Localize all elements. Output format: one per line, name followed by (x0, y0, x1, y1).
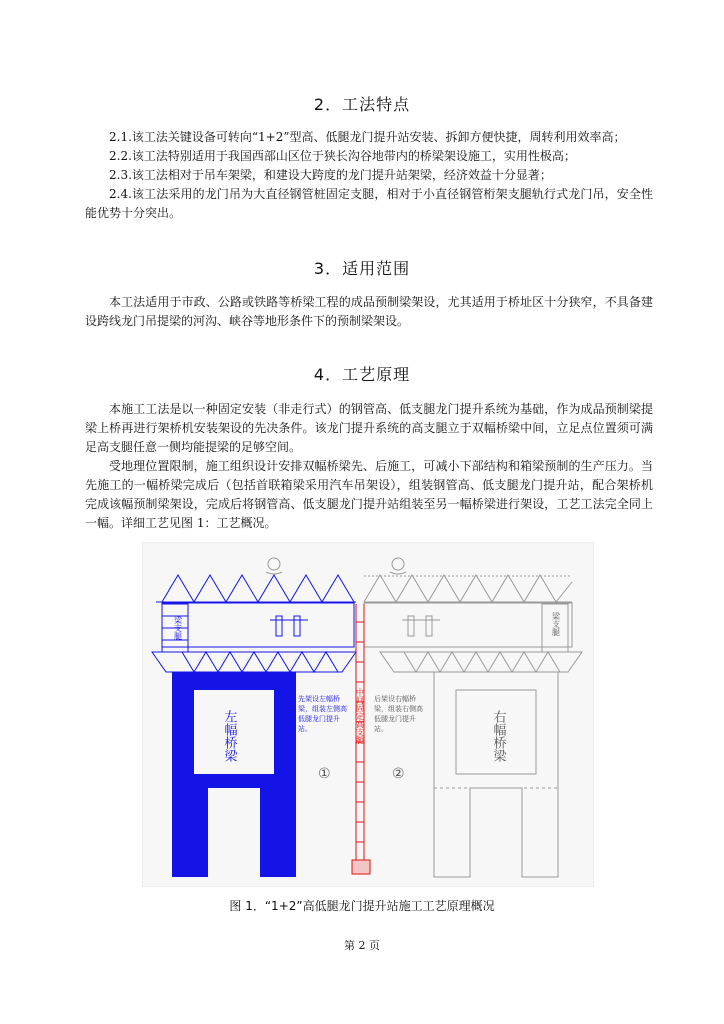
step-1-text-box (298, 694, 352, 758)
step-2-text: 后架设右幅桥梁，组装右侧高低腿龙门提升站。 (374, 695, 423, 733)
section-heading-4: 4．工艺原理 (313, 365, 411, 384)
figure-caption: 图 1．“1+2”高低腿龙门提升站施工工艺原理概况 (229, 899, 495, 913)
paragraph: 2.1.该工法关键设备可转向“1+2”型高、低腿龙门提升站安装、拆卸方便快捷，周转利用效率高； (109, 130, 626, 144)
step-1-text: 先架设左幅桥梁，组装左侧高低腿龙门提升站。 (298, 695, 347, 733)
section-heading-3: 3．适用范围 (313, 259, 411, 278)
section-2-body (85, 128, 653, 223)
step-2-number: ② (392, 766, 405, 782)
paragraph: 2.2.该工法特别适用于我国西部山区位于狭长沟谷地带内的桥梁架设施工，实用性极高； (109, 149, 576, 163)
middle-leg-label: 中间固定高支腿 (355, 688, 365, 744)
step-1-number: ① (318, 766, 331, 782)
paragraph: 受地理位置限制，施工组织设计安排双幅桥梁先、后施工，可减小下部结构和箱梁预制的生产压力。当先施工的一幅桥梁完成后（包括首联箱梁采用汽车吊架设），组装钢管高、低支腿龙门提升站，配合架桥机完成该幅预制梁架设，完成后将钢管高、低支腿龙门提升站组装至另一幅桥梁进行架设，工艺工法完全同上一幅。详细工艺见图 1：工艺概况。 (85, 459, 653, 530)
section-3-body (85, 293, 653, 331)
paragraph: 2.4.该工法采用的龙门吊为大直径钢管桩固定支腿，相对于小直径钢管桁架支腿轨行式龙门吊，安全性能优势十分突出。 (85, 187, 653, 220)
section-4-body (85, 400, 653, 533)
process-diagram (142, 542, 594, 887)
step-2-text-box (374, 694, 428, 758)
paragraph: 本工法适用于市政、公路或铁路等桥梁工程的成品预制梁架设，尤其适用于桥址区十分狭窄，不具备建设跨线龙门吊提梁的河沟、峡谷等地形条件下的预制梁架设。 (85, 295, 653, 328)
left-bridge-label: 左幅桥梁 (221, 710, 237, 762)
right-bridge-label: 右幅桥梁 (490, 710, 506, 762)
page-number: 第 2 页 (344, 939, 380, 952)
right-support-label: 梁支腿 (551, 612, 561, 636)
left-support-label: 梁支腿 (173, 616, 183, 640)
section-heading-2: 2．工法特点 (313, 95, 411, 114)
diagram-background (142, 542, 594, 887)
paragraph: 2.3.该工法相对于吊车架梁，和建设大跨度的龙门提升站架梁，经济效益十分显著； (109, 168, 552, 182)
paragraph: 本施工工法是以一种固定安装（非走行式）的钢管高、低支腿龙门提升系统为基础，作为成品预制梁提梁上桥再进行架桥机安装架设的先决条件。该龙门提升系统的高支腿立于双幅桥梁中间，立足点位置须可满足高支腿任意一侧均能提梁的足够空间。 (85, 402, 653, 454)
